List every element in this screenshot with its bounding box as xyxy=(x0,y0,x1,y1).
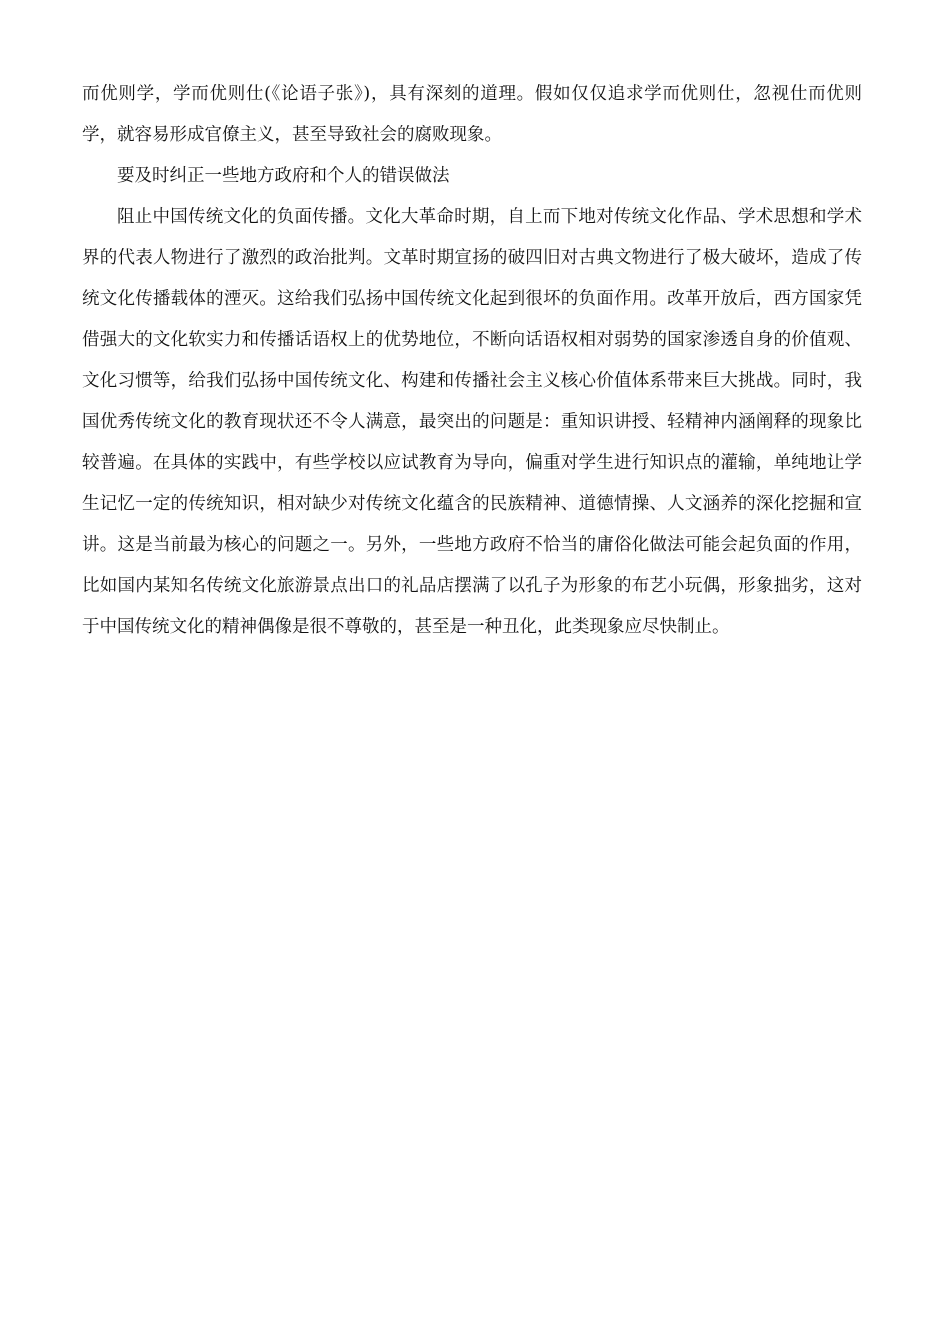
section-heading: 要及时纠正一些地方政府和个人的错误做法 xyxy=(117,166,450,186)
paragraph-body: 阻止中国传统文化的负面传播。文化大革命时期，自上而下地对传统文化作品、学术思想和学术界的代表人物进行了激烈的政治批判。文革时期宣扬的破四旧对古典文物进行了极大破坏，造成了传统文化传播载体的湮灭。这给我们弘扬中国传统文化起到很坏的负面作用。改革开放后，西方国家凭借强大的文化软实力和传播话语权上的优势地位，不断向话语权相对弱势的国家渗透自身的价值观、文化习惯等，给我们弘扬中国传统文化、构建和传播社会主义核心价值体系带来巨大挑战。同时，我国优秀传统文化的教育现状还不令人满意，最突出的问题是：重知识讲授、轻精神内涵阐释的现象比较普遍。在具体的实践中，有些学校以应试教育为导向，偏重对学生进行知识点的灌输，单纯地让学生记忆一定的传统知识，相对缺少对传统文化蕴含的民族精神、道德情操、人文涵养的深化挖掘和宣讲。这是当前最为核心的问题之一。另外，一些地方政府不恰当的庸俗化做法可能会起负面的作用，比如国内某知名传统文化旅游景点出口的礼品店摆满了以孔子为形象的布艺小玩偶，形象拙劣，这对于中国传统文化的精神偶像是很不尊敬的，甚至是一种丑化，此类现象应尽快制止。 xyxy=(82,207,862,637)
paragraph-opening: 而优则学，学而优则仕(《论语子张》)，具有深刻的道理。假如仅仅追求学而优则仕，忽视仕而优则学，就容易形成官僚主义，甚至导致社会的腐败现象。 xyxy=(82,84,862,145)
document-page xyxy=(82,74,862,648)
